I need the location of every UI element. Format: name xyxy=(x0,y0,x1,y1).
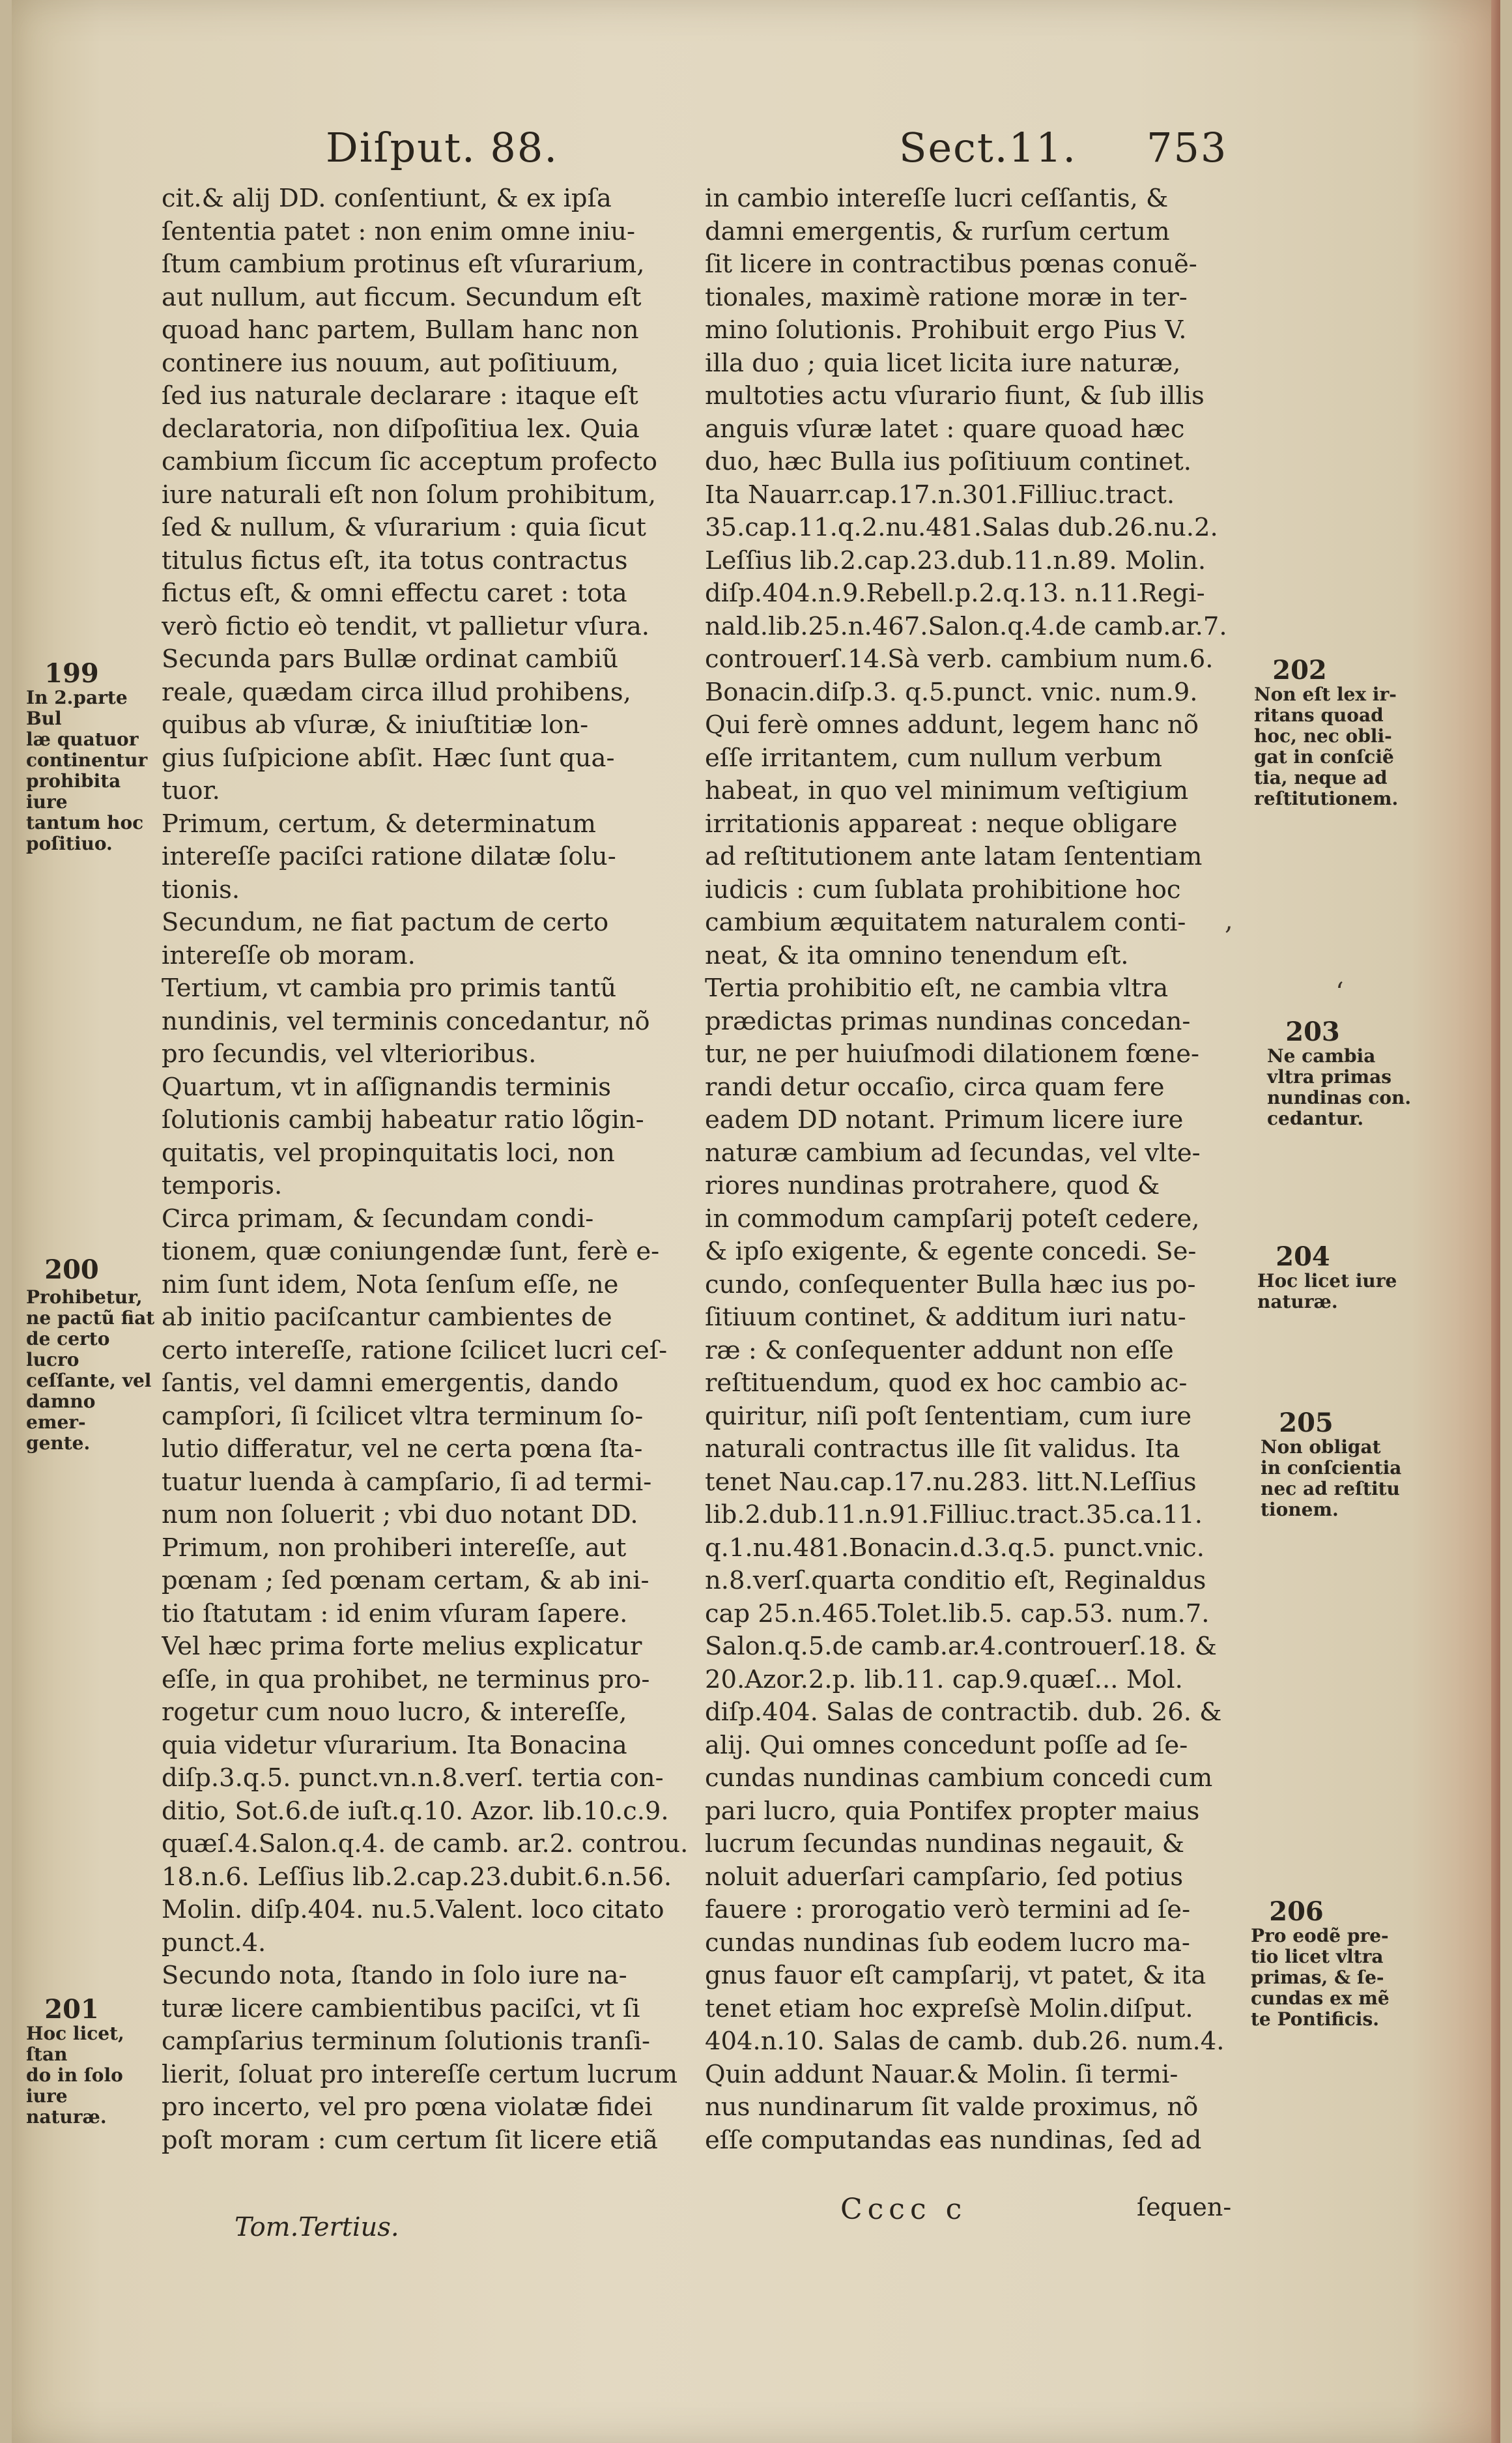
text-line: in commodum campſarij poteſt cedere, xyxy=(705,1204,1200,1234)
margin-note-line: Non eſt lex ir- xyxy=(1254,684,1397,705)
text-line: tio ſtatutam : id enim vſuram ſapere. xyxy=(162,1598,628,1628)
text-line: poſt moram : cum certum ſit licere etiã xyxy=(162,2125,658,2155)
text-line: ſantis, vel damni emergentis, dando xyxy=(162,1368,619,1398)
text-line: lutio differatur, vel ne certa pœna ſta- xyxy=(162,1434,643,1464)
text-line: eadem DD notant. Primum licere iure xyxy=(705,1105,1184,1135)
text-line: Salon.q.5.de camb.ar.4.controuerſ.18. & xyxy=(705,1632,1217,1661)
margin-note-line: Ne cambia xyxy=(1267,1045,1376,1067)
text-line: ditio, Sot.6.de iuſt.q.10. Azor. lib.10.c.9. xyxy=(162,1796,669,1826)
text-line: in cambio intereſſe lucri ceſſantis, & xyxy=(705,184,1169,213)
text-line: cundo, conſequenter Bulla hæc ius po- xyxy=(705,1269,1196,1299)
text-line: diſp.404.n.9.Rebell.p.2.q.13. n.11.Regi- xyxy=(705,579,1205,608)
text-line: Primum, certum, & determinatum xyxy=(162,809,596,839)
text-line: tuor. xyxy=(162,776,220,805)
text-line: alij. Qui omnes concedunt poſſe ad ſe- xyxy=(705,1730,1188,1760)
margin-note-line: in conſcientia xyxy=(1261,1457,1402,1479)
margin-note-line: prohibita iure xyxy=(26,770,121,813)
text-line: ſtum cambium protinus eſt vſurarium, xyxy=(162,250,645,279)
text-line: tenet etiam hoc expreſsè Molin.diſput. xyxy=(705,1993,1193,2023)
margin-note-line: tia, neque ad xyxy=(1254,767,1388,788)
text-line: cundas nundinas cambium concedi cum xyxy=(705,1763,1213,1793)
text-line: tionem, quæ coniungendæ ſunt, ferè e- xyxy=(162,1237,660,1266)
text-line: ad reſtitutionem ante latam ſententiam xyxy=(705,842,1203,871)
text-line: ſit licere in contractibus pœnas conuẽ- xyxy=(705,250,1197,279)
text-line: q.1.nu.481.Bonacin.d.3.q.5. punct.vnic. xyxy=(705,1533,1205,1563)
text-line: cambium ſiccum ſic acceptum profecto xyxy=(162,447,658,476)
text-line: duo, hæc Bulla ius poſitiuum continet. xyxy=(705,447,1192,476)
text-line: diſp.404. Salas de contractib. dub. 26. & xyxy=(705,1698,1222,1727)
margin-note-line: Hoc licet iure xyxy=(1257,1270,1397,1292)
margin-note-line: primas, & ſe- xyxy=(1251,1967,1384,1988)
margin-note-line: do in ſolo iure xyxy=(26,2064,123,2107)
margin-note-line: damno emer- xyxy=(26,1391,96,1433)
text-line: diſp.3.q.5. punct.vn.n.8.verſ. tertia con- xyxy=(162,1763,664,1793)
text-line: intereſſe paciſci ratione dilatæ ſolu- xyxy=(162,842,616,871)
tick-mark: ‘ xyxy=(1335,977,1344,1007)
margin-note-text xyxy=(1257,1271,1420,1312)
text-line: Secundo nota, ſtando in ſolo iure na- xyxy=(162,1961,627,1990)
text-line: declaratoria, non diſpoſitiua lex. Quia xyxy=(162,414,640,444)
tick-mark: , xyxy=(1225,906,1233,936)
running-head-left: Diſput. 88. xyxy=(326,124,559,171)
text-line: naturali contractus ille ſit validus. Ita xyxy=(705,1434,1180,1464)
margin-note-line: te Pontificis. xyxy=(1251,2008,1379,2030)
text-line: reſtituendum, quod ex hoc cambio ac- xyxy=(705,1368,1188,1398)
text-line: pro ſecundis, vel vlterioribus. xyxy=(162,1039,537,1069)
margin-note-number: 206 xyxy=(1269,1896,1324,1927)
text-line: Ita Nauarr.cap.17.n.301.Filliuc.tract. xyxy=(705,480,1175,510)
text-line: campſarius terminum ſolutionis tranſi- xyxy=(162,2027,650,2056)
text-line: reale, quædam circa illud prohibens, xyxy=(162,677,631,707)
text-line: quoad hanc partem, Bullam hanc non xyxy=(162,315,639,345)
margin-note-number: 203 xyxy=(1285,1017,1340,1047)
text-line: eſſe irritantem, cum nullum verbum xyxy=(705,743,1162,773)
running-head-center: Sect.11. xyxy=(899,124,1077,171)
text-line: tionales, maximè ratione moræ in ter- xyxy=(705,282,1188,312)
margin-note-number: 205 xyxy=(1279,1408,1334,1438)
margin-note-line: cundas ex mẽ xyxy=(1251,1988,1390,2009)
text-line: n.8.verſ.quarta conditio eſt, Reginaldus xyxy=(705,1566,1206,1595)
text-line: gnus fauor eſt campſarij, vt patet, & ita xyxy=(705,1961,1206,1990)
margin-note-number: 201 xyxy=(44,1994,99,2025)
text-line: nundinis, vel terminis concedantur, nõ xyxy=(162,1006,650,1036)
text-line: ſed & nullum, & vſurarium : quia ſicut xyxy=(162,513,646,542)
page-edge xyxy=(1491,0,1500,2443)
margin-note-line: reſtitutionem. xyxy=(1254,788,1399,809)
margin-note-line: de certo lucro xyxy=(26,1328,110,1370)
text-line: controuerſ.14.Sà verb. cambium num.6. xyxy=(705,644,1214,674)
margin-note-text xyxy=(26,2023,156,2128)
text-line: gius ſuſpicione abſit. Hæc ſunt qua- xyxy=(162,743,615,773)
text-line: prædictas primas nundinas concedan- xyxy=(705,1006,1191,1036)
text-line: pari lucro, quia Pontifex propter maius xyxy=(705,1796,1200,1826)
text-line: anguis vſuræ latet : quare quoad hæc xyxy=(705,414,1185,444)
text-line: Bonacin.diſp.3. q.5.punct. vnic. num.9. xyxy=(705,677,1198,707)
text-line: fictus eſt, & omni effectu caret : tota xyxy=(162,579,627,608)
text-line: quæſ.4.Salon.q.4. de camb. ar.2. controu. xyxy=(162,1829,688,1858)
text-line: Molin. diſp.404. nu.5.Valent. loco citato xyxy=(162,1895,664,1924)
text-line: lucrum ſecundas nundinas negauit, & xyxy=(705,1829,1184,1858)
margin-note-line: ne pactũ fiat xyxy=(26,1307,155,1329)
text-line: pœnam ; ſed pœnam certam, & ab ini- xyxy=(162,1566,649,1595)
margin-note-line: In 2.parte Bul xyxy=(26,687,128,729)
text-line: eſſe, in qua prohibet, ne terminus pro- xyxy=(162,1664,650,1694)
margin-note-line: Prohibetur, xyxy=(26,1286,143,1308)
text-line: titulus fictus eſt, ita totus contractus xyxy=(162,545,628,575)
margin-note-line: læ quatuor xyxy=(26,729,139,750)
text-line: Vel hæc prima forte melius explicatur xyxy=(162,1632,642,1661)
margin-note-line: naturæ. xyxy=(26,2106,107,2128)
text-line: Quin addunt Nauar.& Molin. ſi termi- xyxy=(705,2059,1178,2089)
margin-note-text xyxy=(1254,684,1417,809)
text-line: Circa primam, & ſecundam condi- xyxy=(162,1204,594,1234)
text-line: irritationis appareat : neque obligare xyxy=(705,809,1178,839)
text-line: ræ : & conſequenter addunt non eſſe xyxy=(705,1335,1174,1365)
text-line: fauere : prorogatio verò termini ad ſe- xyxy=(705,1895,1191,1924)
margin-note-line: cedantur. xyxy=(1267,1108,1364,1129)
text-line: riores nundinas protrahere, quod & xyxy=(705,1171,1160,1200)
text-line: aut nullum, aut ficcum. Secundum eſt xyxy=(162,282,642,312)
margin-note-line: ceſſante, vel xyxy=(26,1370,152,1391)
catchword: ſequen- xyxy=(1137,2193,1232,2221)
text-line: tionis. xyxy=(162,875,240,904)
text-line: randi detur occaſio, circa quam fere xyxy=(705,1072,1165,1102)
text-line: iudicis : cum ſublata prohibitione hoc xyxy=(705,875,1181,904)
margin-note-line: continentur xyxy=(26,749,148,771)
text-line: Primum, non prohiberi intereſſe, aut xyxy=(162,1533,627,1563)
margin-note-line: vltra primas xyxy=(1267,1066,1391,1088)
signature-mark: Cccc c xyxy=(840,2193,967,2226)
text-line: eſſe computandas eas nundinas, ſed ad xyxy=(705,2125,1202,2155)
text-line: tur, ne per huiuſmodi dilationem fœne- xyxy=(705,1039,1200,1069)
text-line: 20.Azor.2.p. lib.11. cap.9.quæſ... Mol. xyxy=(705,1664,1183,1694)
margin-note-line: tio licet vltra xyxy=(1251,1946,1384,1967)
margin-note-text xyxy=(1251,1926,1414,2030)
text-line: quiritur, niſi poſt ſententiam, cum iure xyxy=(705,1401,1192,1431)
text-line: lib.2.dub.11.n.91.Filliuc.tract.35.ca.11. xyxy=(705,1500,1203,1529)
text-line: ſitiuum continet, & additum iuri natu- xyxy=(705,1303,1186,1332)
text-line: tuatur luenda à campſario, ſi ad termi- xyxy=(162,1467,652,1497)
text-line: habeat, in quo vel minimum veſtigium xyxy=(705,776,1189,805)
text-line: certo intereſſe, ratione ſcilicet lucri ceſ- xyxy=(162,1335,668,1365)
text-line: cundas nundinas ſub eodem lucro ma- xyxy=(705,1928,1190,1958)
text-line: Secundum, ne fiat pactum de certo xyxy=(162,908,609,937)
margin-note-line: tantum hoc xyxy=(26,812,144,833)
page-number: 753 xyxy=(1147,124,1228,171)
text-line: cambium æquitatem naturalem conti- xyxy=(705,908,1186,937)
margin-note-line: gente. xyxy=(26,1432,91,1454)
text-line: Tertia prohibitio eſt, ne cambia vltra xyxy=(705,974,1169,1003)
margin-note-text xyxy=(1267,1046,1430,1129)
text-line: neat, & ita omnino tenendum eſt. xyxy=(705,940,1129,970)
text-line: mino ſolutionis. Prohibuit ergo Pius V. xyxy=(705,315,1187,345)
text-line: ſolutionis cambij habeatur ratio lõgin- xyxy=(162,1105,644,1135)
text-line: quibus ab vſuræ, & iniuſtitiæ lon- xyxy=(162,710,589,740)
text-line: num non ſoluerit ; vbi duo notant DD. xyxy=(162,1500,638,1529)
text-line: noluit aduerſari campſario, ſed potius xyxy=(705,1862,1184,1892)
text-line: tenet Nau.cap.17.nu.283. litt.N.Leſſius xyxy=(705,1467,1197,1497)
text-line: turæ licere cambientibus paciſci, vt ſi xyxy=(162,1993,640,2023)
left-text-column xyxy=(162,182,688,2157)
text-line: multoties actu vſurario fiunt, & ſub illis xyxy=(705,381,1205,411)
text-line: Qui ferè omnes addunt, legem hanc nõ xyxy=(705,710,1199,740)
right-text-column xyxy=(705,182,1247,2157)
text-line: Tertium, vt cambia pro primis tantũ xyxy=(162,974,617,1003)
text-line: ab initio paciſcantur cambientes de xyxy=(162,1303,612,1332)
margin-note-number: 199 xyxy=(44,658,99,689)
text-line: quitatis, vel propinquitatis loci, non xyxy=(162,1138,615,1168)
text-line: Leſſius lib.2.cap.23.dub.11.n.89. Molin. xyxy=(705,545,1206,575)
margin-note-line: Non obligat xyxy=(1261,1436,1381,1458)
text-line: lierit, ſoluat pro intereſſe certum lucrum xyxy=(162,2059,678,2089)
text-line: cap 25.n.465.Tolet.lib.5. cap.53. num.7. xyxy=(705,1598,1210,1628)
text-line: nald.lib.25.n.467.Salon.q.4.de camb.ar.7. xyxy=(705,611,1227,641)
text-line: quia videtur vſurarium. Ita Bonacina xyxy=(162,1730,627,1760)
text-line: verò fictio eò tendit, vt pallietur vſura. xyxy=(162,611,650,641)
text-line: 18.n.6. Leſſius lib.2.cap.23.dubit.6.n.56. xyxy=(162,1862,672,1892)
margin-note-line: gat in conſciẽ xyxy=(1254,746,1394,768)
margin-note-number: 204 xyxy=(1276,1241,1330,1272)
text-line: damni emergentis, & rurſum certum xyxy=(705,216,1170,246)
text-line: iure naturali eſt non ſolum prohibitum, xyxy=(162,480,657,510)
text-line: naturæ cambium ad ſecundas, vel vlte- xyxy=(705,1138,1201,1168)
text-line: nim ſunt idem, Nota ſenſum eſſe, ne xyxy=(162,1269,619,1299)
margin-note-line: Hoc licet, ſtan xyxy=(26,2023,124,2065)
margin-note-line: hoc, nec obli- xyxy=(1254,725,1392,747)
text-line: pro incerto, vel pro pœna violatæ fidei xyxy=(162,2092,653,2122)
text-line: campſori, ſi ſcilicet vltra terminum ſo- xyxy=(162,1401,644,1431)
margin-note-line: naturæ. xyxy=(1257,1291,1338,1312)
margin-note-line: nundinas con. xyxy=(1267,1087,1412,1108)
margin-note-number: 202 xyxy=(1272,655,1327,686)
text-line: & ipſo exigente, & egente concedi. Se- xyxy=(705,1237,1197,1266)
margin-note-line: tionem. xyxy=(1261,1499,1339,1520)
text-line: ſententia patet : non enim omne iniu- xyxy=(162,216,636,246)
margin-note-number: 200 xyxy=(44,1254,99,1285)
text-line: temporis. xyxy=(162,1171,283,1200)
text-line: nus nundinarum ſit valde proximus, nõ xyxy=(705,2092,1199,2122)
text-line: cit.& alij DD. conſentiunt, & ex ipſa xyxy=(162,184,612,213)
margin-note-line: Pro eodẽ pre- xyxy=(1251,1925,1389,1946)
text-line: ſed ius naturale declarare : itaque eſt xyxy=(162,381,638,411)
text-line: punct.4. xyxy=(162,1928,266,1958)
margin-note-line: nec ad reſtitu xyxy=(1261,1478,1400,1499)
text-line: Secunda pars Bullæ ordinat cambiũ xyxy=(162,644,619,674)
margin-note-text xyxy=(26,687,156,854)
text-line: intereſſe ob moram. xyxy=(162,940,416,970)
margin-note-text xyxy=(1261,1437,1423,1520)
text-line: illa duo ; quia licet licita iure naturæ, xyxy=(705,348,1181,378)
margin-note-line: ritans quoad xyxy=(1254,704,1384,726)
text-line: 35.cap.11.q.2.nu.481.Salas dub.26.nu.2. xyxy=(705,513,1218,542)
text-line: continere ius nouum, aut poſitiuum, xyxy=(162,348,619,378)
text-line: 404.n.10. Salas de camb. dub.26. num.4. xyxy=(705,2027,1225,2056)
margin-note-text xyxy=(26,1287,156,1454)
footer-volume: Tom.Tertius. xyxy=(235,2212,399,2242)
margin-note-line: poſitiuo. xyxy=(26,833,113,854)
text-line: Quartum, vt in aſſignandis terminis xyxy=(162,1072,612,1102)
text-line: rogetur cum nouo lucro, & intereſſe, xyxy=(162,1698,627,1727)
